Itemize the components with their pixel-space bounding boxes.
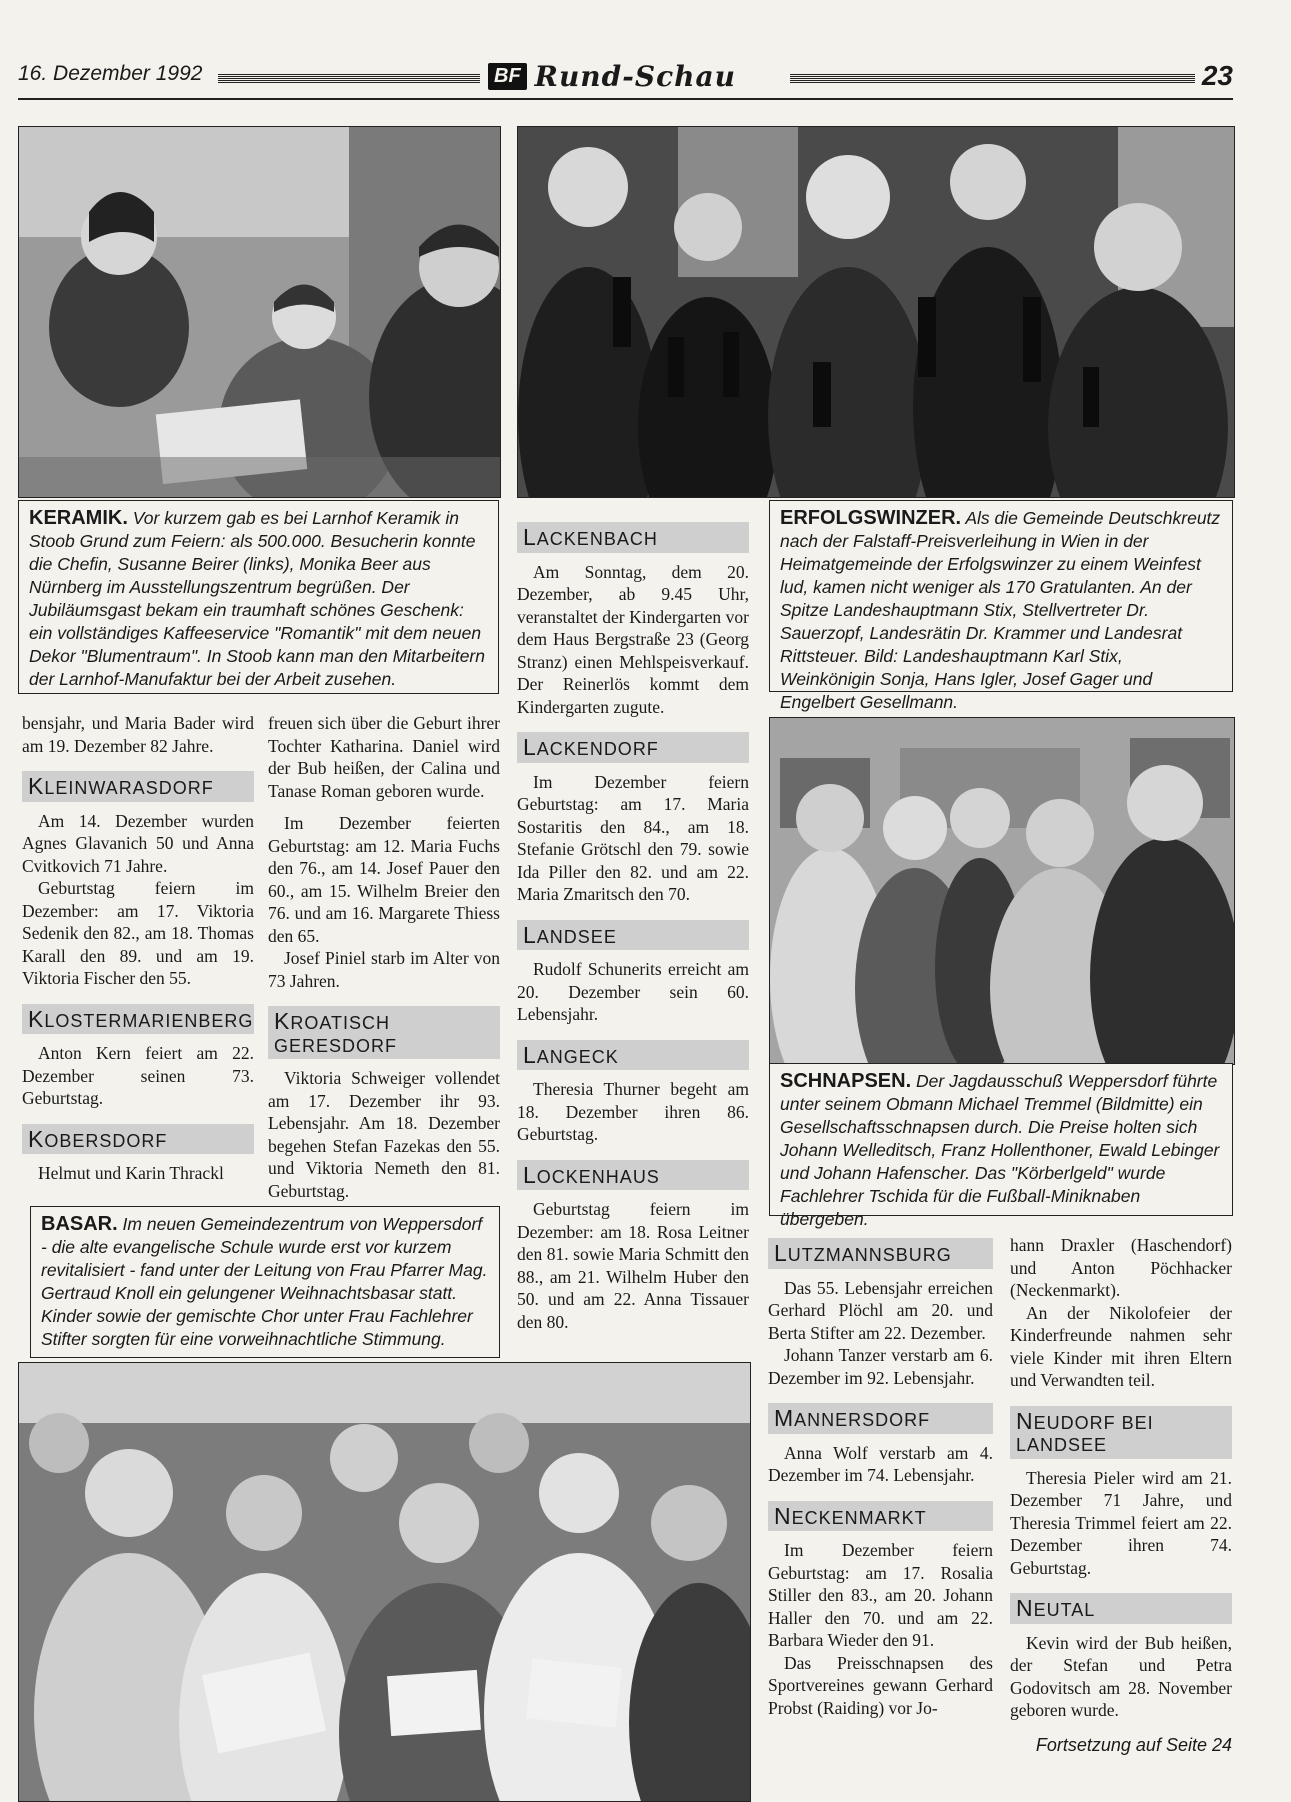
issue-date: 16. Dezember 1992 xyxy=(18,62,203,85)
caption-text: Vor kurzem gab es bei Larnhof Keramik in Stoob Grund zum Feiern: als 500.000. Besucherin konnte die Chefin, Susanne Beirer (links), Monika Beer aus Nürnberg im Ausstellungszentrum begrüßen. Der Jubiläumsgast bekam ein traumhaft schönes Geschenk: ein vollständiges Kaffeeservice "Romantik" mit dem neuen Dekor "Blumentraum". In Stoob kann man den Mitarbeitern der Larnhof-Manufaktur bei der Arbeit zusehen. xyxy=(29,508,485,689)
caption-keramik xyxy=(18,500,499,694)
paragraph: Theresia Thurner begeht am 18. Dezember ihren 86. Geburtstag. xyxy=(517,1079,749,1144)
paragraph: bensjahr, und Maria Bader wird am 19. Dezember 82 Jahre. xyxy=(22,713,254,756)
header-rule-right xyxy=(790,74,1195,83)
section-heading-lackenbach: LACKENBACH xyxy=(517,522,749,553)
paragraph: Josef Piniel starb im Alter von 73 Jahren. xyxy=(268,948,500,991)
photo-keramik xyxy=(18,126,501,498)
paragraph: Johann Tanzer verstarb am 6. Dezember im 92. Lebensjahr. xyxy=(768,1345,993,1388)
caption-text: Im neuen Gemeindezentrum von Weppersdorf - die alte evangelische Schule wurde erst vor kurzem revitalisiert - fand unter der Leitung von Frau Pfarrer Mag. Gertraud Knoll ein gelungener Weihnachtsbasar statt. Kinder sowie der gemischte Chor unter Frau Fachlehrer Stifter sorgten für eine vorweihnachtliche Stimmung. xyxy=(41,1214,488,1349)
section-heading-langeck: LANGECK xyxy=(517,1040,749,1071)
caption-text: Der Jagdausschuß Weppersdorf führte unter seinem Obmann Michael Tremmel (Bildmitte) ein Gesellschaftsschnapsen durch. Die Preise holten sich Johann Welleditsch, Franz Hollenthoner, Ewald Lebinger und Johann Hafenscher. Das "Körberlgeld" wurde Fachlehrer Tschida für die Fußball-Miniknaben übergeben. xyxy=(780,1071,1220,1229)
paragraph: Anton Kern feiert am 22. Dezember seinen 73. Geburtstag. xyxy=(22,1043,254,1108)
photo-erfolgswinzer xyxy=(517,126,1235,498)
caption-schnapsen xyxy=(769,1063,1233,1229)
paragraph: Im Dezember feierten Geburtstag: am 12. Maria Fuchs den 76., am 14. Josef Pauer den 60., am 15. Wilhelm Breier den 76. und am 16. Margarete Thiess den 65. xyxy=(268,813,500,946)
caption-keyword: KERAMIK. xyxy=(29,507,128,529)
section-heading-lockenhaus: LOCKENHAUS xyxy=(517,1160,749,1191)
paragraph: Das 55. Lebensjahr erreichen Gerhard Plöchl am 20. und Berta Stifter am 22. Dezember. xyxy=(768,1277,993,1343)
caption-keyword: ERFOLGSWINZER. xyxy=(780,507,962,529)
caption-erfolgswinzer xyxy=(769,500,1233,712)
logo-badge: BF xyxy=(488,63,527,90)
header-divider xyxy=(18,98,1233,100)
section-heading-neudorf-bei-landsee: NEUDORF BEI LANDSEE xyxy=(1010,1406,1232,1459)
paragraph: Viktoria Schweiger vollendet am 17. Dezember ihr 93. Lebensjahr. Am 18. Dezember begehen Stefan Fazekas den 55. und Viktoria Nemeth den 81. Geburtstag. xyxy=(268,1068,500,1201)
logo-text: Rund-Schau xyxy=(534,59,736,93)
column-2 xyxy=(268,712,500,1202)
continued-link[interactable]: Fortsetzung auf Seite 24 xyxy=(1035,1734,1232,1755)
column-1 xyxy=(22,712,254,1185)
caption-keyword: SCHNAPSEN. xyxy=(780,1070,912,1092)
section-heading-klostermarienberg: KLOSTERMARIENBERG xyxy=(22,1004,254,1035)
paragraph: Im Dezember feiern Geburtstag: am 17. Maria Sostaritis den 84., am 18. Stefanie Grötschl den 79. sowie Ida Piller den 82. und am 22. Maria Zmaritsch den 70. xyxy=(517,771,749,904)
paragraph: freuen sich über die Geburt ihrer Tochter Katharina. Daniel wird der Bub heißen, der Calina und Tanase Roman geboren wurde. xyxy=(268,713,500,801)
column-3 xyxy=(517,510,749,1333)
paragraph: Kevin wird der Bub heißen, der Stefan und Petra Godovitsch am 28. November geboren wurde. xyxy=(1010,1632,1232,1720)
header-rule-left xyxy=(218,74,480,83)
section-heading-lackendorf: LACKENDORF xyxy=(517,732,749,763)
section-heading-neckenmarkt: NECKENMARKT xyxy=(768,1501,993,1532)
photo-basar xyxy=(18,1362,751,1802)
paragraph: Rudolf Schunerits erreicht am 20. Dezember sein 60. Lebensjahr. xyxy=(517,959,749,1024)
paragraph: Geburtstag feiern im Dezember: am 18. Rosa Leitner den 81. sowie Maria Schmitt den 88., am 21. Wilhelm Huber den 50. und am 22. Anna Tissauer den 80. xyxy=(517,1199,749,1332)
section-heading-lutzmannsburg: LUTZMANNSBURG xyxy=(768,1238,993,1269)
photo-schnapsen xyxy=(769,717,1235,1065)
paragraph: Im Dezember feiern Geburtstag: am 17. Rosalia Stiller den 83., am 20. Johann Haller den 70. und am 22. Barbara Wieder den 91. xyxy=(768,1540,993,1650)
paragraph: Das Preisschnapsen des Sportvereines gewann Gerhard Probst (Raiding) vor Jo- xyxy=(768,1652,993,1718)
column-4 xyxy=(768,1226,993,1719)
caption-text: Als die Gemeinde Deutschkreutz nach der Falstaff-Preisverleihung in Wien in der Heimatgemeinde der Erfolgswinzer zu einem Weinfest lud, kamen nicht weniger als 170 Gratulanten. An der Spitze Landeshauptmann Stix, Stellvertreter Dr. Sauerzopf, Landesrätin Dr. Krammer und Landesrat Rittsteuer. Bild: Landeshauptmann Karl Stix, Weinkönigin Sonja, Hans Igler, Josef Gager und Engelbert Gesellmann. xyxy=(780,508,1221,712)
paragraph: An der Nikolofeier der Kinderfreunde nahmen sehr viele Kinder mit ihren Eltern und Verwandten teil. xyxy=(1010,1302,1232,1390)
paragraph: Am 14. Dezember wurden Agnes Glavanich 50 und Anna Cvitkovich 71 Jahre. xyxy=(22,810,254,876)
paragraph: Helmut und Karin Thrackl xyxy=(38,1163,224,1183)
section-heading-kroatisch-geresdorf: KROATISCH GERESDORF xyxy=(268,1006,500,1059)
masthead-logo xyxy=(488,60,736,92)
section-heading-kobersdorf: KOBERSDORF xyxy=(22,1124,254,1155)
section-heading-mannersdorf: MANNERSDORF xyxy=(768,1403,993,1434)
section-heading-landsee: LANDSEE xyxy=(517,920,749,951)
caption-basar xyxy=(30,1206,500,1358)
paragraph: Am Sonntag, dem 20. Dezember, ab 9.45 Uhr, veranstaltet der Kindergarten vor dem Haus Bergstraße 23 (Georg Stranz) einen Mehlspeisverkauf. Der Reinerlös kommt dem Kindergarten zugute. xyxy=(517,561,749,717)
paragraph: hann Draxler (Haschendorf) und Anton Pöchhacker (Neckenmarkt). xyxy=(1010,1235,1232,1300)
section-heading-kleinwarasdorf: KLEINWARASDORF xyxy=(22,771,254,802)
paragraph: Geburtstag feiern im Dezember: am 17. Viktoria Sedenik den 82., am 18. Thomas Karall den 89. und am 19. Viktoria Fischer den 55. xyxy=(22,878,254,988)
section-heading-neutal: NEUTAL xyxy=(1010,1593,1232,1624)
caption-keyword: BASAR. xyxy=(41,1213,118,1235)
paragraph: Theresia Pieler wird am 21. Dezember 71 Jahre, und Theresia Trimmel feiert am 22. Dezember ihren 74. Geburtstag. xyxy=(1010,1467,1232,1578)
page-number: 23 xyxy=(1201,60,1233,91)
column-5 xyxy=(1010,1234,1232,1756)
paragraph: Anna Wolf verstarb am 4. Dezember im 74. Lebensjahr. xyxy=(768,1442,993,1485)
